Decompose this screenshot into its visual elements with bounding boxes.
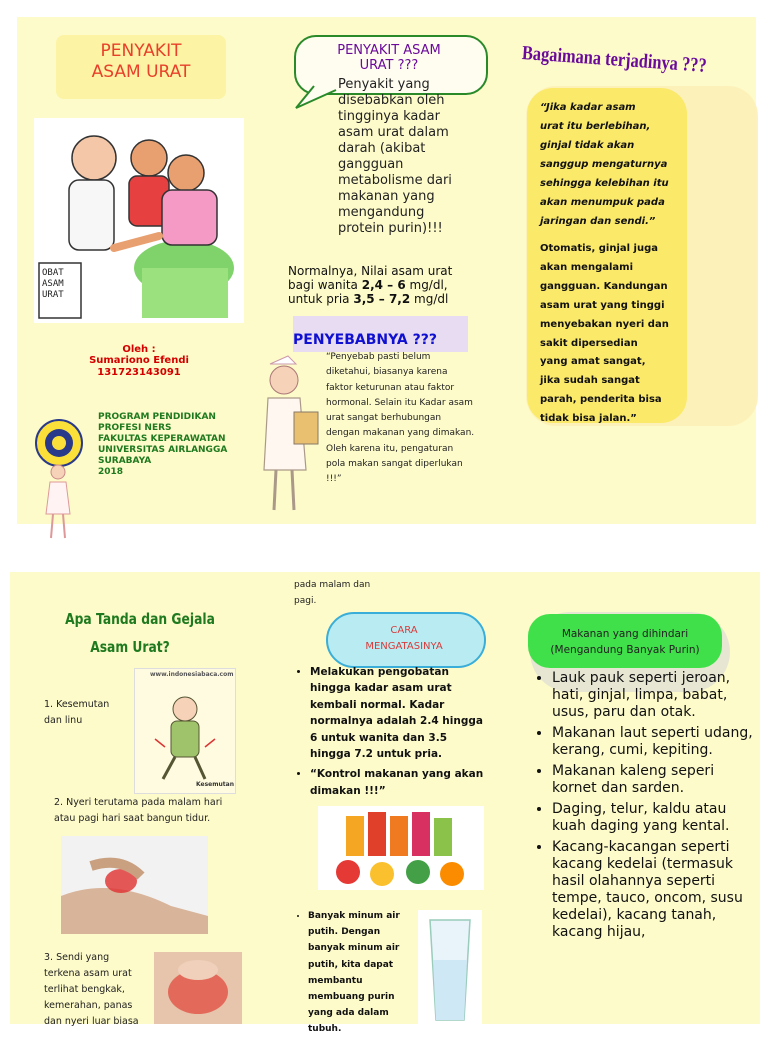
institution-line-1: PROGRAM PENDIDIKAN xyxy=(98,412,216,422)
treatment-item-1: • Melakukan pengobatan hingga kadar asam urat kembali normal. Kadar normalnya adalah 2.4 hingga 6 untuk wanita dan 3.5 hingga 7.2 untuk pria. xyxy=(310,664,490,762)
institution-line-5: SURABAYA xyxy=(98,456,152,466)
water-bullet xyxy=(294,908,414,1042)
tingling-caption: Kesemutan xyxy=(196,781,234,788)
title-line2: ASAM URAT xyxy=(91,62,191,82)
avoid-list xyxy=(534,670,756,945)
nurse-clipboard-illustration xyxy=(256,350,326,520)
men-unit: mg/dl xyxy=(410,292,449,306)
symptom-1: 1. Kesemutan dan linu xyxy=(44,699,110,726)
women-value: 2,4 – 6 xyxy=(361,278,406,292)
author-label: Oleh : xyxy=(122,344,156,355)
normal-values-line1: Normalnya, Nilai asam urat xyxy=(288,264,453,278)
gout-cartoon-illustration xyxy=(34,118,244,323)
institution-line-6: 2018 xyxy=(98,467,124,477)
avoid-item-5: • Kacang-kacangan seperti kacang kedelai (termasuk hasil olahannya seperti tempe, tauco, oncom, susu kedelai), kacang tanah, kacang hijau, xyxy=(552,839,756,941)
title-line1: PENYAKIT xyxy=(100,41,182,61)
tingling-site: www.indonesiabaca.com xyxy=(150,671,234,678)
definition-body: Penyakit yang disebabkan oleh tingginya kadar asam urat dalam darah (akibat gangguan metabolisme dari makanan yang mengandung protein purin)!!! xyxy=(338,77,452,236)
symptoms-heading-line1: Apa Tanda dan Gejala xyxy=(65,610,215,628)
institution-line-4: UNIVERSITAS AIRLANGGA xyxy=(98,445,228,455)
university-logo xyxy=(34,418,84,468)
tingling-illustration xyxy=(134,668,236,794)
normal-values xyxy=(288,264,488,306)
continued-text: pada malam dan pagi. xyxy=(294,580,371,606)
avoid-heading: Makanan yang dihindari (Mengandung Banyak Purin) xyxy=(550,628,700,656)
how-heading: Bagaimana terjadinya ??? xyxy=(521,42,708,77)
water-glass-photo xyxy=(418,910,482,1024)
small-nurse-illustration xyxy=(38,462,78,542)
cause-body: “Penyebab pasti belum diketahui, biasanya karena faktor keturunan atau faktor hormonal. Selain itu Kadar asam urat sangat berhubungan dengan makanan yang dimakan. Oleh karena itu, pengaturan pola makan sangat diperlukan !!!” xyxy=(326,352,475,485)
avoid-item-1: • Lauk pauk seperti jeroan, hati, ginjal, limpa, babat, usus, paru dan otak. xyxy=(552,670,756,721)
author-nim: 131723143091 xyxy=(97,367,181,378)
avoid-item-4: • Daging, telur, kaldu atau kuah daging yang kental. xyxy=(552,801,756,835)
swollen-toe-photo xyxy=(154,952,242,1024)
how-body: Otomatis, ginjal juga akan mengalami gangguan. Kandungan asam urat yang tinggi menyebakan nyeri dan sakit dipersedian yang amat sangat, jika sudah sangat parah, penderita bisa tidak bisa jalan.” xyxy=(540,243,669,425)
symptoms-heading-line2: Asam Urat? xyxy=(90,638,170,656)
women-prefix: bagi wanita xyxy=(288,278,362,292)
treatment-heading: CARA MENGATASINYA xyxy=(365,625,443,652)
men-value: 3,5 – 7,2 xyxy=(353,292,411,306)
water-item: • Banyak minum air putih. Dengan banyak minum air putih, kita dapat membantu membuang purin yang ada dalam tubuh. xyxy=(308,908,414,1038)
painful-knee-photo xyxy=(61,836,208,934)
treatment-list xyxy=(292,664,490,803)
author-name: Sumariono Efendi xyxy=(89,355,189,366)
women-unit: mg/dl, xyxy=(405,278,448,292)
avoid-item-3: • Makanan kaleng seperi kornet dan sarden. xyxy=(552,763,756,797)
how-quote: “Jika kadar asam urat itu berlebihan, ginjal tidak akan sanggup mengaturnya sehingga kelebihan itu akan menumpuk pada jaringan dan sendi.” xyxy=(540,102,669,227)
normal-values-men xyxy=(288,292,488,306)
symptom-2: 2. Nyeri terutama pada malam hari atau pagi hari saat bangun tidur. xyxy=(54,797,223,824)
institution-line-3: FAKULTAS KEPERAWATAN xyxy=(98,434,226,444)
men-prefix: untuk pria xyxy=(288,292,354,306)
fruit-juice-photo xyxy=(318,806,484,890)
treatment-item-2: • “Kontrol makanan yang akan dimakan !!!” xyxy=(310,766,490,799)
institution-line-2: PROFESI NERS xyxy=(98,423,172,433)
medicine-box-label: OBAT ASAM URAT xyxy=(42,268,64,300)
normal-values-women xyxy=(288,278,488,292)
definition-heading: PENYAKIT ASAM URAT ??? xyxy=(337,43,441,73)
cause-heading: PENYEBABNYA ??? xyxy=(293,332,438,348)
institution-block xyxy=(98,412,258,478)
avoid-item-2: • Makanan laut seperti udang, kerang, cumi, kepiting. xyxy=(552,725,756,759)
symptom-3: 3. Sendi yang terkena asam urat terlihat bengkak, kemerahan, panas dan nyeri luar biasa xyxy=(44,952,139,1027)
